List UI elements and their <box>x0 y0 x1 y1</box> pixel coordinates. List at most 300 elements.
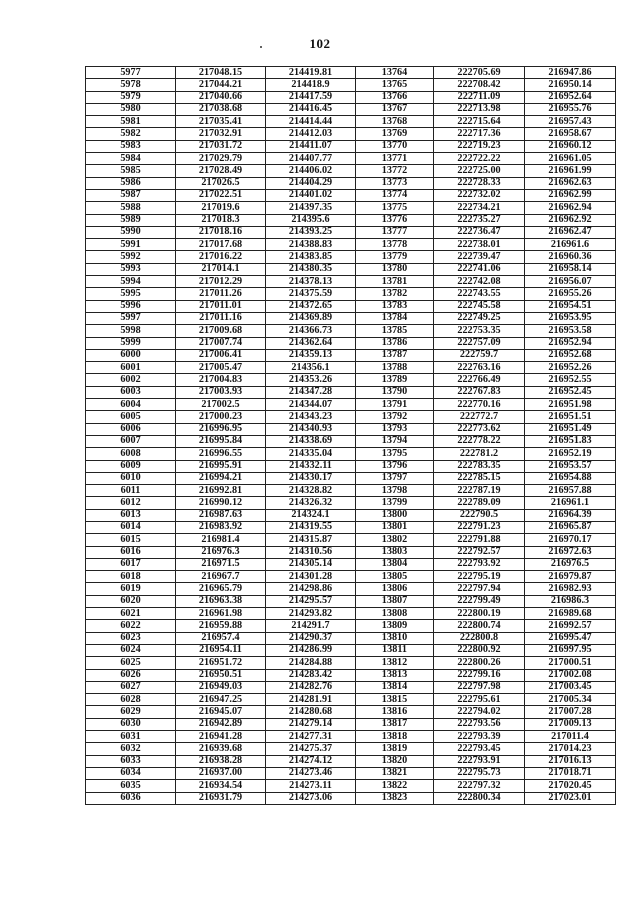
table-row <box>86 189 616 201</box>
table-cell: 217014.23 <box>525 743 616 755</box>
table-cell: 5994 <box>86 276 176 288</box>
table-cell: 6023 <box>86 632 176 644</box>
table-cell: 214343.23 <box>266 411 356 423</box>
table-cell: 214328.82 <box>266 485 356 497</box>
table-cell: 216955.26 <box>525 288 616 300</box>
table-cell: 214291.7 <box>266 620 356 632</box>
table-cell: 216989.68 <box>525 608 616 620</box>
table-cell: 216995.47 <box>525 632 616 644</box>
table-row <box>86 140 616 152</box>
table-row <box>86 239 616 251</box>
table-cell: 217003.45 <box>525 681 616 693</box>
table-cell: 217016.22 <box>176 251 266 263</box>
table-cell: 222800.26 <box>434 657 525 669</box>
table-cell: 216987.63 <box>176 509 266 521</box>
table-cell: 216958.14 <box>525 263 616 275</box>
table-cell: 13796 <box>356 460 434 472</box>
table-cell: 222715.64 <box>434 116 525 128</box>
table-cell: 217005.34 <box>525 694 616 706</box>
table-cell: 216953.95 <box>525 312 616 324</box>
table-cell: 216961.99 <box>525 165 616 177</box>
table-row <box>86 546 616 558</box>
table-cell: 217022.51 <box>176 189 266 201</box>
table-cell: 216947.86 <box>525 67 616 79</box>
table-cell: 222797.98 <box>434 681 525 693</box>
table-cell: 6035 <box>86 780 176 792</box>
table-cell: 13806 <box>356 583 434 595</box>
table-row <box>86 644 616 656</box>
table-cell: 216958.67 <box>525 128 616 140</box>
table-cell: 5991 <box>86 239 176 251</box>
table-row <box>86 558 616 570</box>
table-cell: 214281.91 <box>266 694 356 706</box>
table-cell: 13822 <box>356 780 434 792</box>
table-cell: 6004 <box>86 399 176 411</box>
table-cell: 214298.86 <box>266 583 356 595</box>
table-cell: 217018.3 <box>176 214 266 226</box>
table-cell: 216995.84 <box>176 435 266 447</box>
table-cell: 6003 <box>86 386 176 398</box>
table-cell: 216962.94 <box>525 202 616 214</box>
table-cell: 217029.79 <box>176 153 266 165</box>
table-row <box>86 657 616 669</box>
table-cell: 214419.81 <box>266 67 356 79</box>
table-cell: 6028 <box>86 694 176 706</box>
table-cell: 13795 <box>356 448 434 460</box>
table-cell: 222734.21 <box>434 202 525 214</box>
table-cell: 214277.31 <box>266 731 356 743</box>
table-row <box>86 706 616 718</box>
table-cell: 222793.91 <box>434 755 525 767</box>
table-row <box>86 177 616 189</box>
table-cell: 217028.49 <box>176 165 266 177</box>
table-row <box>86 411 616 423</box>
table-cell: 6009 <box>86 460 176 472</box>
table-cell: 216931.79 <box>176 792 266 804</box>
table-cell: 222766.49 <box>434 374 525 386</box>
table-row <box>86 731 616 743</box>
table-cell: 222719.23 <box>434 140 525 152</box>
table-cell: 13812 <box>356 657 434 669</box>
table-cell: 214280.68 <box>266 706 356 718</box>
table-cell: 216950.51 <box>176 669 266 681</box>
table-cell: 222713.98 <box>434 103 525 115</box>
table-cell: 214326.32 <box>266 497 356 509</box>
table-cell: 216983.92 <box>176 521 266 533</box>
table-cell: 214414.44 <box>266 116 356 128</box>
table-cell: 222781.2 <box>434 448 525 460</box>
table-cell: 216992.57 <box>525 620 616 632</box>
table-cell: 216942.89 <box>176 718 266 730</box>
table-cell: 222757.09 <box>434 337 525 349</box>
table-cell: 13810 <box>356 632 434 644</box>
table-cell: 13775 <box>356 202 434 214</box>
table-cell: 214332.11 <box>266 460 356 472</box>
table-cell: 13813 <box>356 669 434 681</box>
table-cell: 217044.21 <box>176 79 266 91</box>
table-cell: 216992.81 <box>176 485 266 497</box>
table-row <box>86 153 616 165</box>
table-cell: 217011.01 <box>176 300 266 312</box>
table-cell: 222738.01 <box>434 239 525 251</box>
table-cell: 222785.15 <box>434 472 525 484</box>
table-row <box>86 103 616 115</box>
table-cell: 217020.45 <box>525 780 616 792</box>
table-cell: 217018.71 <box>525 767 616 779</box>
table-cell: 214416.45 <box>266 103 356 115</box>
table-cell: 6006 <box>86 423 176 435</box>
table-cell: 13797 <box>356 472 434 484</box>
table-row <box>86 79 616 91</box>
table-cell: 13777 <box>356 226 434 238</box>
table-cell: 222711.09 <box>434 91 525 103</box>
table-cell: 6030 <box>86 718 176 730</box>
table-cell: 222787.19 <box>434 485 525 497</box>
table-cell: 5978 <box>86 79 176 91</box>
table-cell: 214290.37 <box>266 632 356 644</box>
table-cell: 214319.55 <box>266 521 356 533</box>
table-cell: 222736.47 <box>434 226 525 238</box>
table-cell: 217038.68 <box>176 103 266 115</box>
table-row <box>86 681 616 693</box>
table-cell: 214293.82 <box>266 608 356 620</box>
table-cell: 6013 <box>86 509 176 521</box>
table-cell: 216947.25 <box>176 694 266 706</box>
table-cell: 6019 <box>86 583 176 595</box>
table-row <box>86 349 616 361</box>
table-cell: 216964.39 <box>525 509 616 521</box>
table-cell: 216960.12 <box>525 140 616 152</box>
table-cell: 222793.92 <box>434 558 525 570</box>
table-cell: 6010 <box>86 472 176 484</box>
table-cell: 13765 <box>356 79 434 91</box>
table-cell: 216941.28 <box>176 731 266 743</box>
table-cell: 13788 <box>356 362 434 374</box>
table-cell: 214324.1 <box>266 509 356 521</box>
table-cell: 13817 <box>356 718 434 730</box>
table-cell: 5990 <box>86 226 176 238</box>
table-cell: 222717.36 <box>434 128 525 140</box>
table-cell: 5980 <box>86 103 176 115</box>
table-cell: 222728.33 <box>434 177 525 189</box>
table-cell: 216951.98 <box>525 399 616 411</box>
table-cell: 13807 <box>356 595 434 607</box>
table-cell: 214418.9 <box>266 79 356 91</box>
table-cell: 222725.00 <box>434 165 525 177</box>
table-cell: 222722.22 <box>434 153 525 165</box>
table-row <box>86 202 616 214</box>
table-cell: 13776 <box>356 214 434 226</box>
table-cell: 216961.6 <box>525 239 616 251</box>
coordinates-table-container <box>85 66 615 805</box>
table-cell: 6025 <box>86 657 176 669</box>
table-cell: 6029 <box>86 706 176 718</box>
table-cell: 214353.26 <box>266 374 356 386</box>
scan-speck <box>260 46 262 48</box>
table-cell: 216954.88 <box>525 472 616 484</box>
table-cell: 6021 <box>86 608 176 620</box>
table-cell: 222793.39 <box>434 731 525 743</box>
table-cell: 222783.35 <box>434 460 525 472</box>
table-cell: 217023.01 <box>525 792 616 804</box>
table-cell: 6000 <box>86 349 176 361</box>
table-row <box>86 669 616 681</box>
table-cell: 6014 <box>86 521 176 533</box>
table-cell: 214286.99 <box>266 644 356 656</box>
table-cell: 217003.93 <box>176 386 266 398</box>
table-cell: 214283.42 <box>266 669 356 681</box>
page-number: 102 <box>309 36 331 51</box>
table-cell: 214362.64 <box>266 337 356 349</box>
table-cell: 5977 <box>86 67 176 79</box>
table-row <box>86 325 616 337</box>
table-cell: 13804 <box>356 558 434 570</box>
table-cell: 222732.02 <box>434 189 525 201</box>
table-cell: 222705.69 <box>434 67 525 79</box>
table-cell: 222794.02 <box>434 706 525 718</box>
table-cell: 6015 <box>86 534 176 546</box>
table-cell: 214412.03 <box>266 128 356 140</box>
table-cell: 6022 <box>86 620 176 632</box>
table-row <box>86 251 616 263</box>
table-cell: 13818 <box>356 731 434 743</box>
table-cell: 6005 <box>86 411 176 423</box>
table-row <box>86 485 616 497</box>
table-cell: 13811 <box>356 644 434 656</box>
table-cell: 5985 <box>86 165 176 177</box>
table-cell: 13767 <box>356 103 434 115</box>
table-cell: 5983 <box>86 140 176 152</box>
table-cell: 216957.43 <box>525 116 616 128</box>
table-row <box>86 263 616 275</box>
table-cell: 13800 <box>356 509 434 521</box>
table-cell: 13808 <box>356 608 434 620</box>
table-cell: 214310.56 <box>266 546 356 558</box>
table-cell: 214338.69 <box>266 435 356 447</box>
table-cell: 222753.35 <box>434 325 525 337</box>
table-cell: 214273.11 <box>266 780 356 792</box>
table-cell: 13783 <box>356 300 434 312</box>
table-cell: 222793.45 <box>434 743 525 755</box>
table-cell: 216938.28 <box>176 755 266 767</box>
table-cell: 222742.08 <box>434 276 525 288</box>
table-cell: 216986.3 <box>525 595 616 607</box>
table-cell: 216957.88 <box>525 485 616 497</box>
table-cell: 216996.95 <box>176 423 266 435</box>
table-cell: 216952.45 <box>525 386 616 398</box>
table-cell: 214378.13 <box>266 276 356 288</box>
table-cell: 216996.55 <box>176 448 266 460</box>
table-cell: 13789 <box>356 374 434 386</box>
table-cell: 216961.05 <box>525 153 616 165</box>
table-cell: 5992 <box>86 251 176 263</box>
table-cell: 214369.89 <box>266 312 356 324</box>
table-row <box>86 448 616 460</box>
table-cell: 13801 <box>356 521 434 533</box>
table-cell: 13803 <box>356 546 434 558</box>
table-cell: 217009.13 <box>525 718 616 730</box>
table-cell: 6036 <box>86 792 176 804</box>
table-row <box>86 767 616 779</box>
table-cell: 13792 <box>356 411 434 423</box>
table-cell: 13764 <box>356 67 434 79</box>
table-row <box>86 165 616 177</box>
table-cell: 216997.95 <box>525 644 616 656</box>
table-cell: 6016 <box>86 546 176 558</box>
table-cell: 217011.16 <box>176 312 266 324</box>
table-cell: 13819 <box>356 743 434 755</box>
table-cell: 217007.74 <box>176 337 266 349</box>
table-cell: 214356.1 <box>266 362 356 374</box>
table-cell: 214315.87 <box>266 534 356 546</box>
table-cell: 214330.17 <box>266 472 356 484</box>
table-cell: 6001 <box>86 362 176 374</box>
table-cell: 222800.34 <box>434 792 525 804</box>
table-cell: 217035.41 <box>176 116 266 128</box>
table-cell: 216960.36 <box>525 251 616 263</box>
table-cell: 216951.49 <box>525 423 616 435</box>
table-cell: 13774 <box>356 189 434 201</box>
table-cell: 216995.91 <box>176 460 266 472</box>
table-row <box>86 694 616 706</box>
table-cell: 217011.26 <box>176 288 266 300</box>
table-cell: 6032 <box>86 743 176 755</box>
table-row <box>86 632 616 644</box>
table-cell: 216972.63 <box>525 546 616 558</box>
table-cell: 216953.57 <box>525 460 616 472</box>
table-row <box>86 386 616 398</box>
table-cell: 13779 <box>356 251 434 263</box>
table-row <box>86 399 616 411</box>
table-cell: 216965.87 <box>525 521 616 533</box>
table-cell: 6007 <box>86 435 176 447</box>
table-cell: 6027 <box>86 681 176 693</box>
table-cell: 6026 <box>86 669 176 681</box>
table-cell: 13799 <box>356 497 434 509</box>
table-cell: 216965.79 <box>176 583 266 595</box>
table-cell: 214393.25 <box>266 226 356 238</box>
table-cell: 5996 <box>86 300 176 312</box>
table-cell: 216951.72 <box>176 657 266 669</box>
table-cell: 222793.56 <box>434 718 525 730</box>
table-row <box>86 509 616 521</box>
table-cell: 214301.28 <box>266 571 356 583</box>
table-cell: 217031.72 <box>176 140 266 152</box>
table-row <box>86 337 616 349</box>
table-cell: 214404.29 <box>266 177 356 189</box>
table-row <box>86 276 616 288</box>
table-cell: 216962.92 <box>525 214 616 226</box>
table-cell: 6024 <box>86 644 176 656</box>
table-row <box>86 128 616 140</box>
table-cell: 214388.83 <box>266 239 356 251</box>
table-row <box>86 214 616 226</box>
table-cell: 216952.26 <box>525 362 616 374</box>
table-cell: 214406.02 <box>266 165 356 177</box>
table-cell: 216961.1 <box>525 497 616 509</box>
table-cell: 13798 <box>356 485 434 497</box>
table-row <box>86 780 616 792</box>
table-cell: 216954.11 <box>176 644 266 656</box>
table-cell: 216979.87 <box>525 571 616 583</box>
table-cell: 214305.14 <box>266 558 356 570</box>
table-row <box>86 288 616 300</box>
table-cell: 216949.03 <box>176 681 266 693</box>
table-cell: 216976.5 <box>525 558 616 570</box>
table-cell: 214407.77 <box>266 153 356 165</box>
table-cell: 222772.7 <box>434 411 525 423</box>
table-cell: 216961.98 <box>176 608 266 620</box>
table-cell: 222792.57 <box>434 546 525 558</box>
table-cell: 13814 <box>356 681 434 693</box>
table-cell: 216957.4 <box>176 632 266 644</box>
table-cell: 216952.94 <box>525 337 616 349</box>
table-cell: 13772 <box>356 165 434 177</box>
table-cell: 5988 <box>86 202 176 214</box>
table-cell: 13786 <box>356 337 434 349</box>
table-cell: 217007.28 <box>525 706 616 718</box>
table-cell: 222767.83 <box>434 386 525 398</box>
table-cell: 216976.3 <box>176 546 266 558</box>
table-cell: 222797.32 <box>434 780 525 792</box>
table-cell: 216955.76 <box>525 103 616 115</box>
table-cell: 5987 <box>86 189 176 201</box>
table-cell: 214279.14 <box>266 718 356 730</box>
table-cell: 214340.93 <box>266 423 356 435</box>
table-cell: 216956.07 <box>525 276 616 288</box>
table-cell: 216953.58 <box>525 325 616 337</box>
table-cell: 216967.7 <box>176 571 266 583</box>
table-cell: 13769 <box>356 128 434 140</box>
table-row <box>86 435 616 447</box>
table-cell: 214372.65 <box>266 300 356 312</box>
table-cell: 222739.47 <box>434 251 525 263</box>
table-cell: 216952.19 <box>525 448 616 460</box>
table-cell: 13773 <box>356 177 434 189</box>
table-cell: 214274.12 <box>266 755 356 767</box>
table-cell: 214380.35 <box>266 263 356 275</box>
table-row <box>86 755 616 767</box>
table-cell: 217012.29 <box>176 276 266 288</box>
table-cell: 216951.51 <box>525 411 616 423</box>
table-cell: 13815 <box>356 694 434 706</box>
table-cell: 5998 <box>86 325 176 337</box>
table-cell: 216952.68 <box>525 349 616 361</box>
table-cell: 13766 <box>356 91 434 103</box>
table-cell: 222799.49 <box>434 595 525 607</box>
table-cell: 13805 <box>356 571 434 583</box>
table-cell: 222749.25 <box>434 312 525 324</box>
table-cell: 222791.88 <box>434 534 525 546</box>
table-cell: 217000.51 <box>525 657 616 669</box>
table-row <box>86 792 616 804</box>
table-cell: 5981 <box>86 116 176 128</box>
table-cell: 222795.19 <box>434 571 525 583</box>
table-row <box>86 226 616 238</box>
table-cell: 216954.51 <box>525 300 616 312</box>
table-cell: 5986 <box>86 177 176 189</box>
table-cell: 13778 <box>356 239 434 251</box>
table-cell: 217040.66 <box>176 91 266 103</box>
table-cell: 222790.5 <box>434 509 525 521</box>
table-cell: 214275.37 <box>266 743 356 755</box>
table-cell: 216962.63 <box>525 177 616 189</box>
table-cell: 216951.83 <box>525 435 616 447</box>
table-cell: 217009.68 <box>176 325 266 337</box>
table-cell: 6031 <box>86 731 176 743</box>
table-cell: 13823 <box>356 792 434 804</box>
table-cell: 13782 <box>356 288 434 300</box>
